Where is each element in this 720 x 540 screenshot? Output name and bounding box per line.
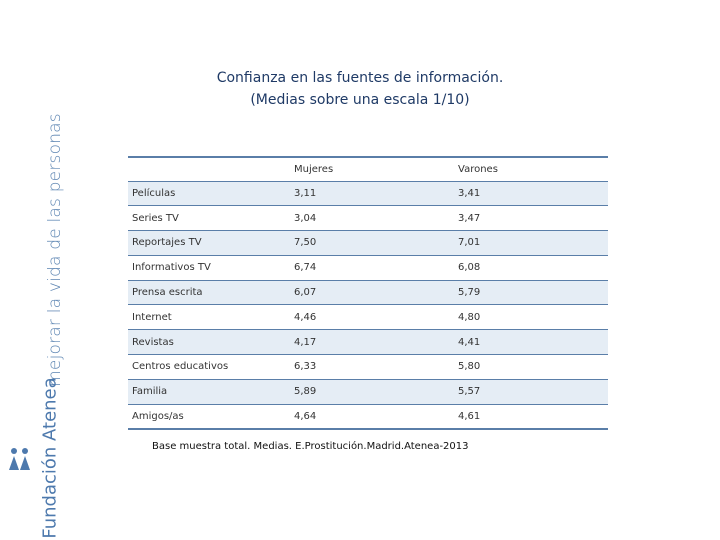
row-label: Reportajes TV bbox=[128, 231, 293, 256]
mujeres-value: 4,17 bbox=[293, 330, 457, 355]
varones-value: 5,79 bbox=[457, 280, 608, 305]
row-label: Familia bbox=[128, 379, 293, 404]
row-label: Revistas bbox=[128, 330, 293, 355]
mujeres-value: 3,11 bbox=[293, 181, 457, 206]
table-row bbox=[128, 206, 608, 231]
table-row bbox=[128, 305, 608, 330]
varones-value: 4,41 bbox=[457, 330, 608, 355]
table-header-row bbox=[128, 157, 608, 181]
varones-value: 5,57 bbox=[457, 379, 608, 404]
mujeres-value: 5,89 bbox=[293, 379, 457, 404]
sidebar-brand-name: Fundación Atenea bbox=[39, 377, 61, 539]
row-label: Informativos TV bbox=[128, 255, 293, 280]
page-title: Confianza en las fuentes de información. bbox=[216, 70, 504, 86]
varones-value: 7,01 bbox=[457, 231, 608, 256]
sidebar-tagline: mejorar la vida de las personas bbox=[45, 113, 65, 387]
mujeres-value: 6,33 bbox=[293, 355, 457, 380]
table-row bbox=[128, 355, 608, 380]
page-subtitle: (Medias sobre una escala 1/10) bbox=[250, 92, 470, 108]
table-row bbox=[128, 404, 608, 429]
row-label: Películas bbox=[128, 181, 293, 206]
varones-value: 6,08 bbox=[457, 255, 608, 280]
varones-value: 5,80 bbox=[457, 355, 608, 380]
source-note: Base muestra total. Medias. E.Prostitución.Madrid.Atenea-2013 bbox=[152, 441, 469, 452]
row-label: Amigos/as bbox=[128, 404, 293, 429]
mujeres-value: 3,04 bbox=[293, 206, 457, 231]
row-label: Internet bbox=[128, 305, 293, 330]
confidence-table bbox=[128, 156, 608, 430]
column-header-mujeres: Mujeres bbox=[293, 157, 457, 181]
table-row bbox=[128, 330, 608, 355]
row-label: Prensa escrita bbox=[128, 280, 293, 305]
varones-value: 4,80 bbox=[457, 305, 608, 330]
mujeres-value: 4,64 bbox=[293, 404, 457, 429]
varones-value: 4,61 bbox=[457, 404, 608, 429]
varones-value: 3,47 bbox=[457, 206, 608, 231]
table-row bbox=[128, 231, 608, 256]
mujeres-value: 6,74 bbox=[293, 255, 457, 280]
mujeres-value: 4,46 bbox=[293, 305, 457, 330]
varones-value: 3,41 bbox=[457, 181, 608, 206]
row-label: Series TV bbox=[128, 206, 293, 231]
mujeres-value: 6,07 bbox=[293, 280, 457, 305]
table-row bbox=[128, 181, 608, 206]
column-header-varones: Varones bbox=[457, 157, 608, 181]
mujeres-value: 7,50 bbox=[293, 231, 457, 256]
table-row bbox=[128, 255, 608, 280]
brand-logo-icon bbox=[6, 446, 36, 472]
table-row bbox=[128, 379, 608, 404]
table-row bbox=[128, 280, 608, 305]
column-header-source bbox=[128, 157, 293, 181]
row-label: Centros educativos bbox=[128, 355, 293, 380]
